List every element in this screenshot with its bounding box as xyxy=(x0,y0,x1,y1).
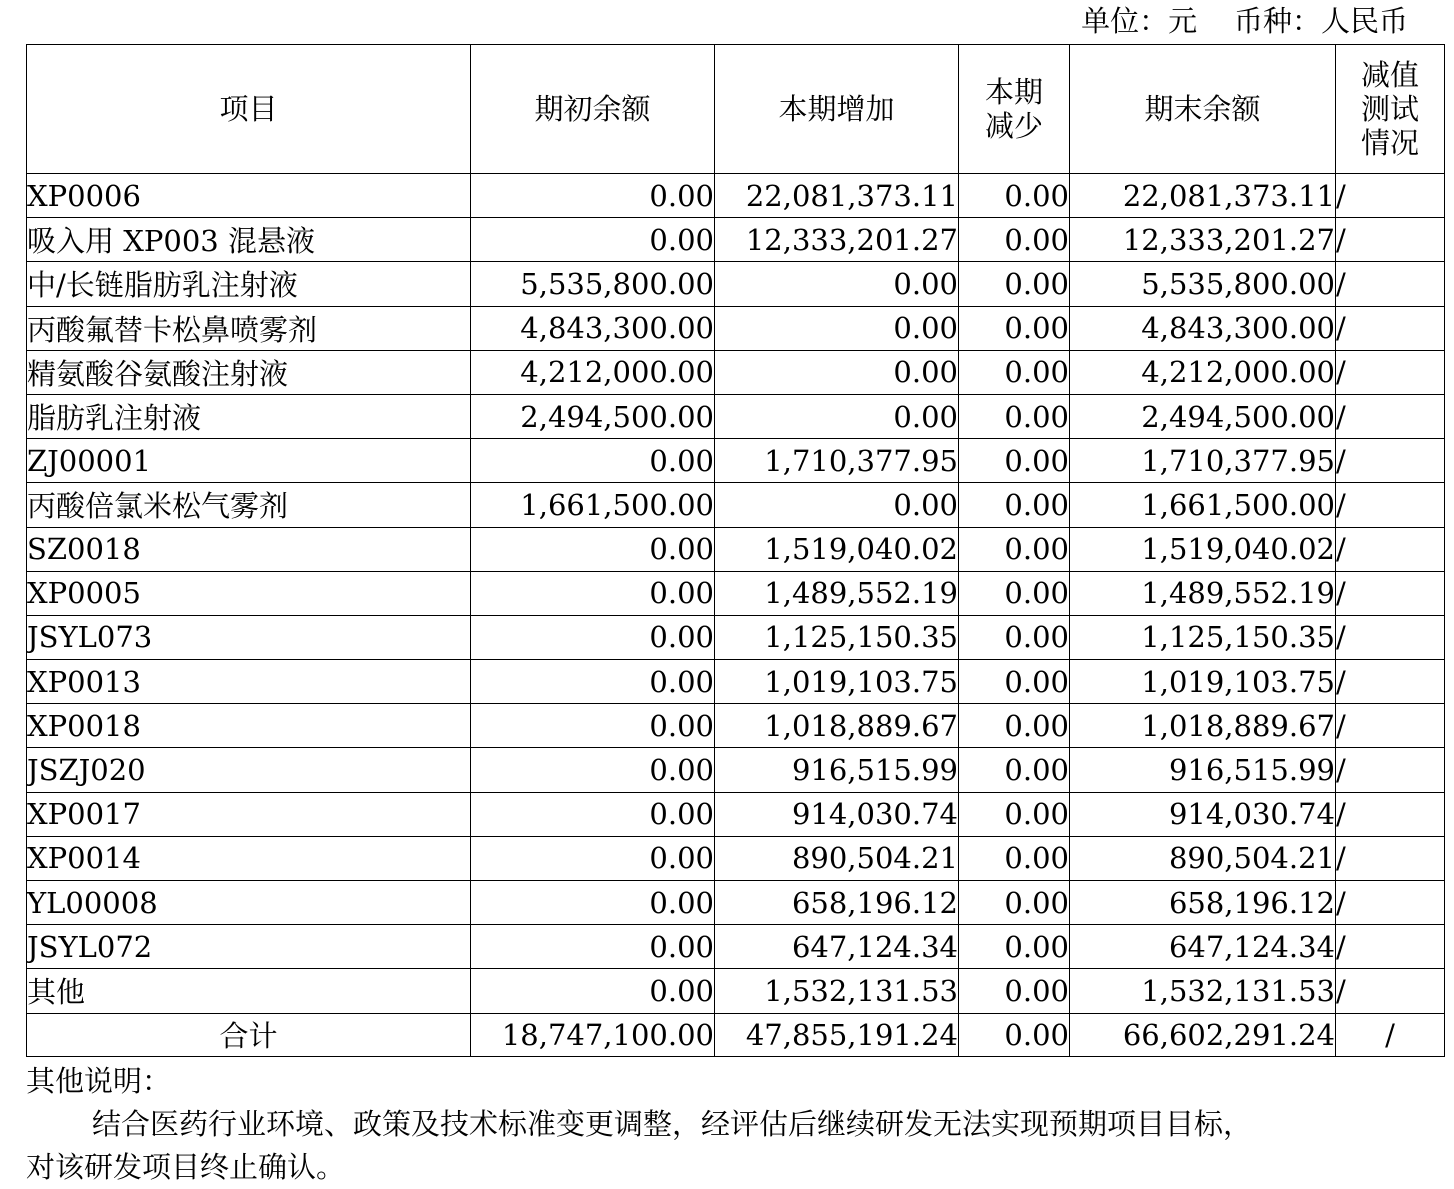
cell-item: SZ0018 xyxy=(27,527,471,571)
cell-increase: 1,710,377.95 xyxy=(715,439,959,483)
cell-decrease: 0.00 xyxy=(959,439,1070,483)
cell-decrease: 0.00 xyxy=(959,218,1070,262)
table-row xyxy=(27,218,1445,262)
cell-opening-balance: 0.00 xyxy=(471,527,715,571)
cell-decrease: 0.00 xyxy=(959,350,1070,394)
cell-impairment-test: / xyxy=(1336,439,1445,483)
table-header-row xyxy=(27,45,1445,174)
cell-closing-balance: 5,535,800.00 xyxy=(1070,262,1336,306)
table-row xyxy=(27,571,1445,615)
cell-increase: 0.00 xyxy=(715,483,959,527)
cell-decrease: 0.00 xyxy=(959,306,1070,350)
cell-increase: 12,333,201.27 xyxy=(715,218,959,262)
table-row xyxy=(27,881,1445,925)
cell-increase: 658,196.12 xyxy=(715,881,959,925)
cell-decrease: 0.00 xyxy=(959,394,1070,438)
cell-opening-balance: 0.00 xyxy=(471,881,715,925)
notes-heading: 其他说明： xyxy=(26,1064,172,1098)
total-label: 合计 xyxy=(27,1013,471,1056)
cell-opening-balance: 0.00 xyxy=(471,174,715,218)
cell-item: JSZJ020 xyxy=(27,748,471,792)
cell-impairment-test: / xyxy=(1336,262,1445,306)
cell-item: 其他 xyxy=(27,969,471,1013)
cell-decrease: 0.00 xyxy=(959,571,1070,615)
cell-closing-balance: 22,081,373.11 xyxy=(1070,174,1336,218)
cell-decrease: 0.00 xyxy=(959,881,1070,925)
cell-impairment-test: / xyxy=(1336,483,1445,527)
cell-closing-balance: 1,125,150.35 xyxy=(1070,615,1336,659)
cell-impairment-test: / xyxy=(1336,571,1445,615)
cell-closing-balance: 1,661,500.00 xyxy=(1070,483,1336,527)
cell-decrease: 0.00 xyxy=(959,792,1070,836)
cell-closing-balance: 2,494,500.00 xyxy=(1070,394,1336,438)
cell-impairment-test: / xyxy=(1336,174,1445,218)
cell-opening-balance: 5,535,800.00 xyxy=(471,262,715,306)
cell-decrease: 0.00 xyxy=(959,748,1070,792)
cell-decrease: 0.00 xyxy=(959,660,1070,704)
cell-decrease: 0.00 xyxy=(959,615,1070,659)
total-impairment: / xyxy=(1336,1013,1445,1056)
table-row xyxy=(27,174,1445,218)
cell-impairment-test: / xyxy=(1336,748,1445,792)
cell-closing-balance: 1,532,131.53 xyxy=(1070,969,1336,1013)
cell-decrease: 0.00 xyxy=(959,969,1070,1013)
cell-opening-balance: 0.00 xyxy=(471,218,715,262)
cell-item: 精氨酸谷氨酸注射液 xyxy=(27,350,471,394)
cell-opening-balance: 0.00 xyxy=(471,704,715,748)
cell-closing-balance: 1,519,040.02 xyxy=(1070,527,1336,571)
table-row xyxy=(27,439,1445,483)
cell-opening-balance: 0.00 xyxy=(471,748,715,792)
cell-increase: 1,018,889.67 xyxy=(715,704,959,748)
cell-impairment-test: / xyxy=(1336,660,1445,704)
cell-closing-balance: 4,843,300.00 xyxy=(1070,306,1336,350)
header-item: 项目 xyxy=(27,45,471,174)
rd-projects-table xyxy=(26,44,1445,1057)
cell-increase: 1,532,131.53 xyxy=(715,969,959,1013)
total-decrease: 0.00 xyxy=(959,1013,1070,1056)
cell-decrease: 0.00 xyxy=(959,483,1070,527)
cell-impairment-test: / xyxy=(1336,969,1445,1013)
cell-decrease: 0.00 xyxy=(959,174,1070,218)
table-row xyxy=(27,306,1445,350)
cell-item: XP0006 xyxy=(27,174,471,218)
cell-increase: 890,504.21 xyxy=(715,836,959,880)
table-row xyxy=(27,792,1445,836)
cell-item: XP0014 xyxy=(27,836,471,880)
cell-item: JSYL072 xyxy=(27,925,471,969)
cell-opening-balance: 0.00 xyxy=(471,969,715,1013)
cell-closing-balance: 1,018,889.67 xyxy=(1070,704,1336,748)
unit-currency-label: 单位：元 币种：人民币 xyxy=(1081,4,1408,38)
cell-increase: 0.00 xyxy=(715,306,959,350)
cell-closing-balance: 1,489,552.19 xyxy=(1070,571,1336,615)
cell-opening-balance: 0.00 xyxy=(471,615,715,659)
table-row xyxy=(27,394,1445,438)
cell-opening-balance: 2,494,500.00 xyxy=(471,394,715,438)
cell-impairment-test: / xyxy=(1336,881,1445,925)
cell-item: XP0018 xyxy=(27,704,471,748)
header-closing-balance: 期末余额 xyxy=(1070,45,1336,174)
cell-closing-balance: 890,504.21 xyxy=(1070,836,1336,880)
cell-item: 丙酸倍氯米松气雾剂 xyxy=(27,483,471,527)
total-increase: 47,855,191.24 xyxy=(715,1013,959,1056)
cell-closing-balance: 12,333,201.27 xyxy=(1070,218,1336,262)
cell-item: 脂肪乳注射液 xyxy=(27,394,471,438)
cell-impairment-test: / xyxy=(1336,704,1445,748)
header-impairment-line: 情况 xyxy=(1360,126,1419,160)
cell-closing-balance: 1,019,103.75 xyxy=(1070,660,1336,704)
cell-increase: 0.00 xyxy=(715,350,959,394)
cell-closing-balance: 658,196.12 xyxy=(1070,881,1336,925)
cell-opening-balance: 0.00 xyxy=(471,792,715,836)
cell-closing-balance: 647,124.34 xyxy=(1070,925,1336,969)
notes-line: 结合医药行业环境、政策及技术标准变更调整，经评估后继续研发无法实现预期项目目标， xyxy=(92,1107,1253,1141)
table-row xyxy=(27,262,1445,306)
cell-decrease: 0.00 xyxy=(959,836,1070,880)
cell-opening-balance: 0.00 xyxy=(471,571,715,615)
cell-impairment-test: / xyxy=(1336,792,1445,836)
table-body xyxy=(27,174,1445,1014)
cell-increase: 0.00 xyxy=(715,394,959,438)
cell-impairment-test: / xyxy=(1336,925,1445,969)
table-row xyxy=(27,748,1445,792)
cell-impairment-test: / xyxy=(1336,218,1445,262)
cell-increase: 22,081,373.11 xyxy=(715,174,959,218)
cell-item: JSYL073 xyxy=(27,615,471,659)
header-impairment-line: 测试 xyxy=(1360,92,1419,126)
cell-opening-balance: 4,212,000.00 xyxy=(471,350,715,394)
cell-decrease: 0.00 xyxy=(959,925,1070,969)
cell-impairment-test: / xyxy=(1336,615,1445,659)
cell-increase: 1,019,103.75 xyxy=(715,660,959,704)
total-opening: 18,747,100.00 xyxy=(471,1013,715,1056)
cell-increase: 647,124.34 xyxy=(715,925,959,969)
cell-opening-balance: 0.00 xyxy=(471,439,715,483)
cell-item: 丙酸氟替卡松鼻喷雾剂 xyxy=(27,306,471,350)
cell-impairment-test: / xyxy=(1336,527,1445,571)
cell-decrease: 0.00 xyxy=(959,262,1070,306)
cell-closing-balance: 916,515.99 xyxy=(1070,748,1336,792)
cell-item: ZJ00001 xyxy=(27,439,471,483)
other-notes xyxy=(26,1060,1436,1189)
cell-increase: 916,515.99 xyxy=(715,748,959,792)
cell-item: YL00008 xyxy=(27,881,471,925)
notes-line: 对该研发项目终止确认。 xyxy=(26,1150,346,1184)
cell-opening-balance: 0.00 xyxy=(471,660,715,704)
table-row xyxy=(27,969,1445,1013)
cell-opening-balance: 1,661,500.00 xyxy=(471,483,715,527)
total-closing: 66,602,291.24 xyxy=(1070,1013,1336,1056)
cell-impairment-test: / xyxy=(1336,394,1445,438)
cell-item: XP0005 xyxy=(27,571,471,615)
cell-decrease: 0.00 xyxy=(959,704,1070,748)
cell-impairment-test: / xyxy=(1336,306,1445,350)
cell-item: XP0017 xyxy=(27,792,471,836)
cell-increase: 914,030.74 xyxy=(715,792,959,836)
cell-closing-balance: 4,212,000.00 xyxy=(1070,350,1336,394)
table-row xyxy=(27,615,1445,659)
header-decrease-line: 减少 xyxy=(984,109,1043,143)
header-impairment-line: 减值 xyxy=(1360,58,1419,92)
header-decrease-line: 本期 xyxy=(984,75,1043,109)
cell-opening-balance: 4,843,300.00 xyxy=(471,306,715,350)
cell-item: XP0013 xyxy=(27,660,471,704)
header-increase: 本期增加 xyxy=(715,45,959,174)
header-opening-balance: 期初余额 xyxy=(471,45,715,174)
cell-impairment-test: / xyxy=(1336,350,1445,394)
cell-closing-balance: 914,030.74 xyxy=(1070,792,1336,836)
table-row xyxy=(27,660,1445,704)
total-row xyxy=(27,1013,1445,1056)
table-row xyxy=(27,704,1445,748)
cell-item: 中/长链脂肪乳注射液 xyxy=(27,262,471,306)
table-row xyxy=(27,350,1445,394)
table-row xyxy=(27,483,1445,527)
cell-increase: 1,125,150.35 xyxy=(715,615,959,659)
cell-increase: 1,519,040.02 xyxy=(715,527,959,571)
table-row xyxy=(27,925,1445,969)
cell-decrease: 0.00 xyxy=(959,527,1070,571)
header-impairment-test xyxy=(1336,45,1445,174)
cell-opening-balance: 0.00 xyxy=(471,836,715,880)
cell-item: 吸入用 XP003 混悬液 xyxy=(27,218,471,262)
cell-increase: 0.00 xyxy=(715,262,959,306)
cell-increase: 1,489,552.19 xyxy=(715,571,959,615)
table-row xyxy=(27,836,1445,880)
table-row xyxy=(27,527,1445,571)
cell-closing-balance: 1,710,377.95 xyxy=(1070,439,1336,483)
header-decrease xyxy=(959,45,1070,174)
cell-impairment-test: / xyxy=(1336,836,1445,880)
cell-opening-balance: 0.00 xyxy=(471,925,715,969)
